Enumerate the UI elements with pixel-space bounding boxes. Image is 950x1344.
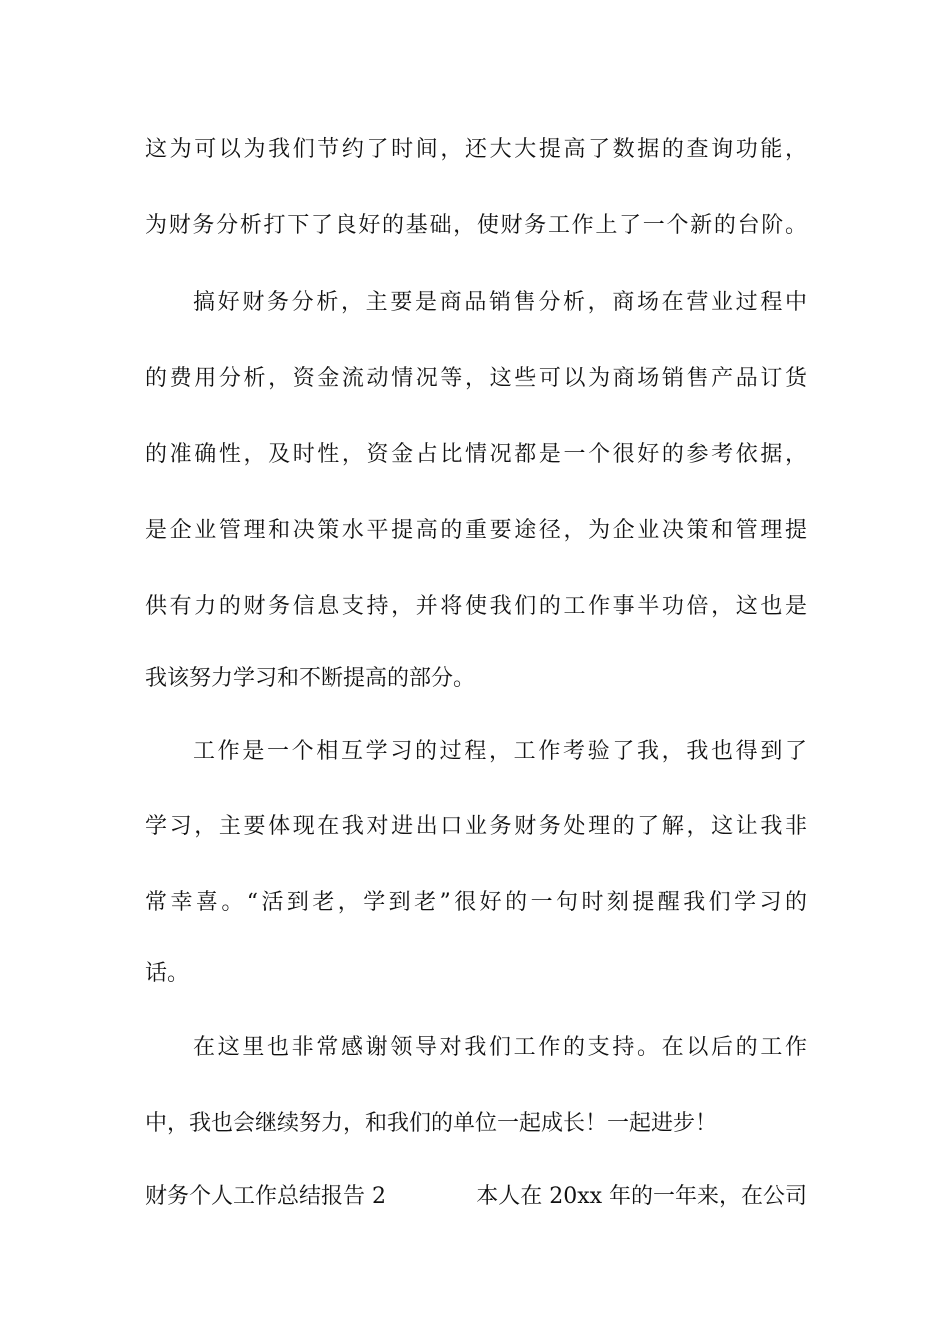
section-heading: 财务个人工作总结报告 2 <box>145 1184 386 1209</box>
paragraph-line: 供有力的财务信息支持，并将使我们的工作事半功倍，这也是 <box>145 594 807 619</box>
paragraph-line: 学习，主要体现在我对进出口业务财务处理的了解，这让我非 <box>145 814 807 839</box>
paragraph-line: 常幸喜。“活到老，学到老”很好的一句时刻提醒我们学习的 <box>145 890 807 915</box>
paragraph-line: 话。 <box>145 961 190 986</box>
paragraph-line: 工作是一个相互学习的过程，工作考验了我，我也得到了 <box>193 739 807 764</box>
paragraph-line: 在这里也非常感谢领导对我们工作的支持。在以后的工作 <box>193 1035 807 1060</box>
section-heading-line <box>145 1177 807 1217</box>
paragraph-line: 是企业管理和决策水平提高的重要途径，为企业决策和管理提 <box>145 518 807 543</box>
paragraph-line: 的准确性，及时性，资金占比情况都是一个很好的参考依据， <box>145 442 807 467</box>
paragraph-line: 我该努力学习和不断提高的部分。 <box>145 666 476 691</box>
section-body-start: 本人在 20xx 年的一年来，在公司 <box>476 1184 807 1209</box>
paragraph-line: 中，我也会继续努力，和我们的单位一起成长！一起进步！ <box>145 1111 718 1136</box>
paragraph-line: 为财务分析打下了良好的基础，使财务工作上了一个新的台阶。 <box>145 213 807 238</box>
paragraph-line: 这为可以为我们节约了时间，还大大提高了数据的查询功能， <box>145 137 807 162</box>
paragraph-line: 的费用分析，资金流动情况等，这些可以为商场销售产品订货 <box>145 366 807 391</box>
paragraph-line: 搞好财务分析，主要是商品销售分析，商场在营业过程中 <box>193 290 807 315</box>
